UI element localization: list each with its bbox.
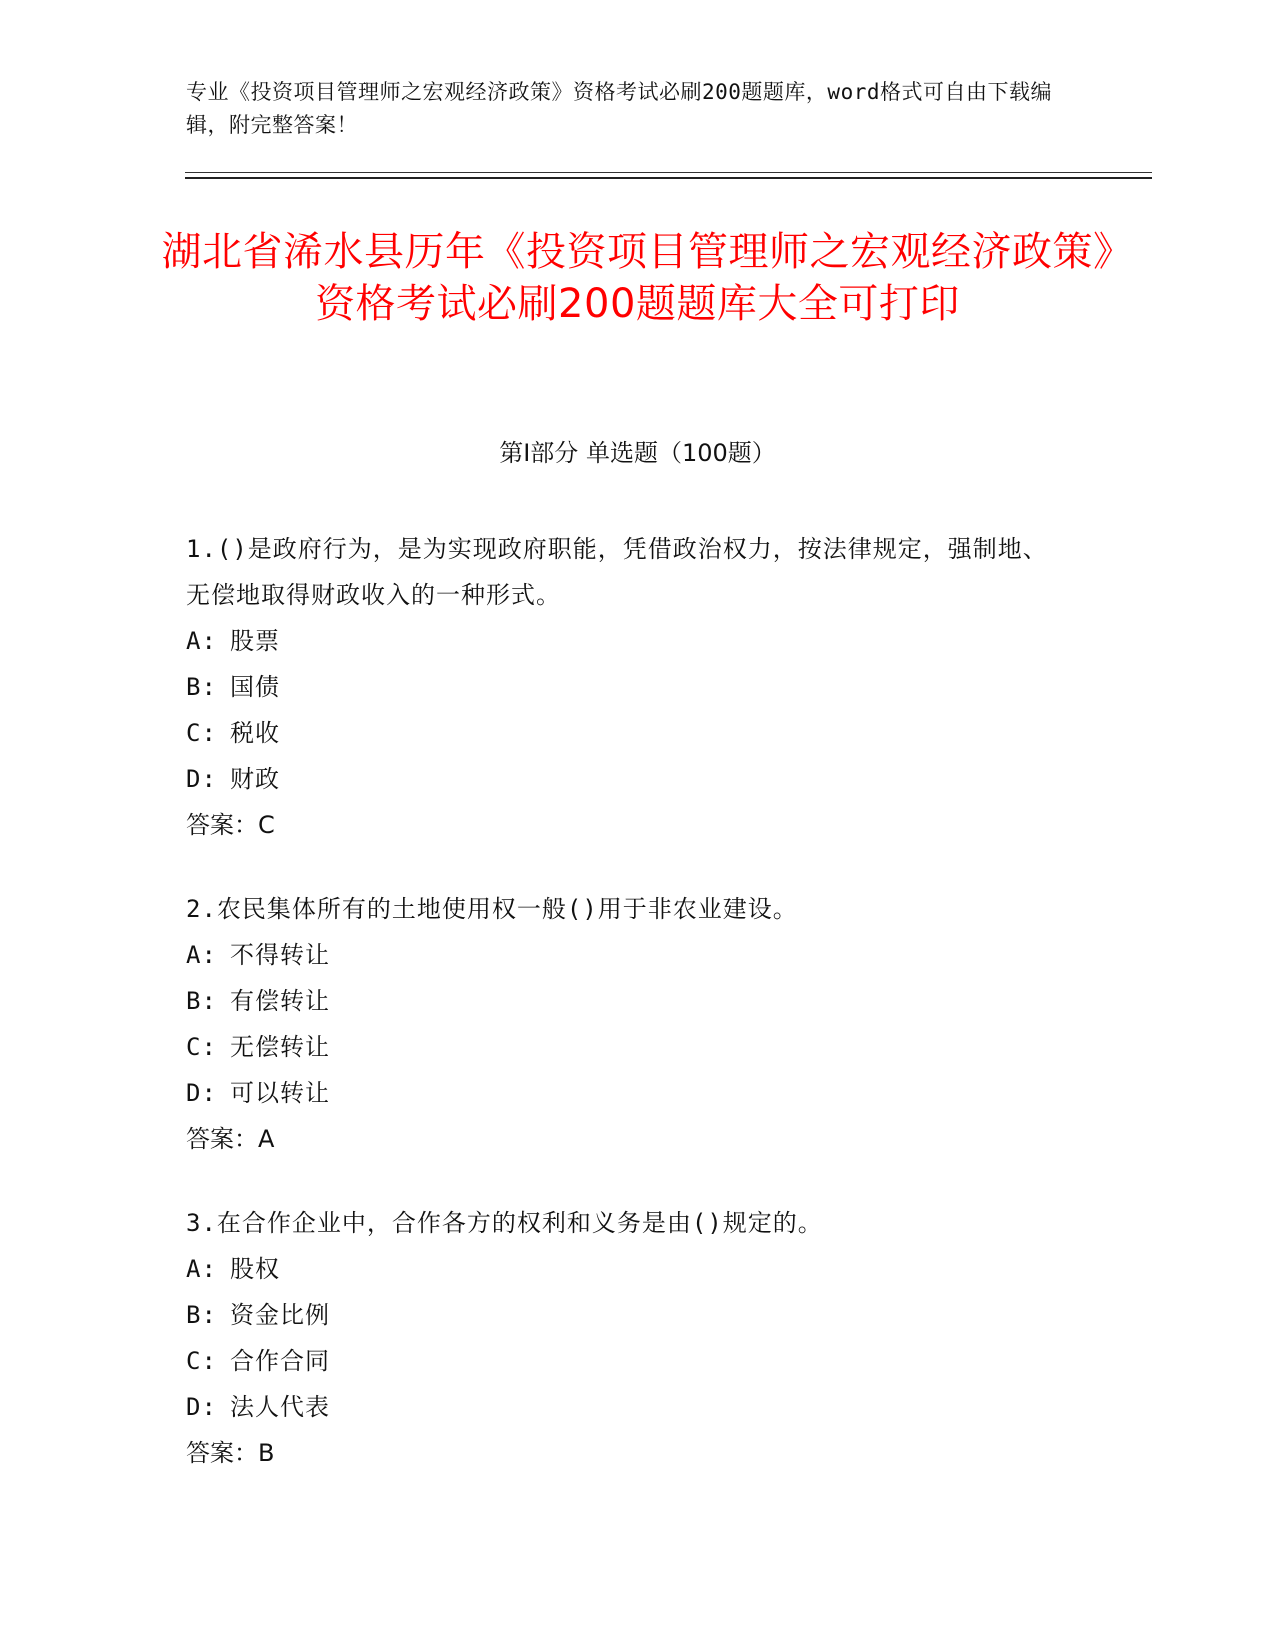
option-text: 不得转让: [230, 941, 330, 969]
option-letter: C:: [186, 1033, 217, 1061]
question-option-d: [186, 1070, 1066, 1116]
option-text: 财政: [230, 765, 280, 793]
question-option-b: [186, 978, 1066, 1024]
header-rule-thick: [185, 177, 1152, 179]
option-text: 股权: [230, 1255, 280, 1283]
header-note: 专业《投资项目管理师之宏观经济政策》资格考试必刷200题题库，word格式可自由下载编辑，附完整答案！: [186, 80, 1052, 137]
option-letter: A:: [186, 1255, 217, 1283]
question-answer: 答案：A: [186, 1125, 275, 1153]
option-text: 有偿转让: [230, 987, 330, 1015]
header-rule-thin: [185, 172, 1152, 173]
question-item: [186, 886, 1066, 1162]
option-letter: D:: [186, 1079, 217, 1107]
option-text: 税收: [230, 719, 280, 747]
document-title: 湖北省浠水县历年《投资项目管理师之宏观经济政策》资格考试必刷200题题库大全可打印: [161, 229, 1114, 327]
question-option-a: [186, 618, 1066, 664]
option-letter: A:: [186, 941, 217, 969]
option-letter: D:: [186, 1393, 217, 1421]
option-text: 无偿转让: [230, 1033, 330, 1061]
question-option-b: [186, 664, 1066, 710]
question-stem: 2.农民集体所有的土地使用权一般()用于非农业建设。: [186, 895, 798, 923]
option-text: 资金比例: [230, 1301, 330, 1329]
option-letter: C:: [186, 719, 217, 747]
question-option-a: [186, 932, 1066, 978]
option-letter: A:: [186, 627, 217, 655]
option-letter: B:: [186, 987, 217, 1015]
option-letter: D:: [186, 765, 217, 793]
question-option-b: [186, 1292, 1066, 1338]
question-option-c: [186, 1024, 1066, 1070]
option-text: 合作合同: [230, 1347, 330, 1375]
option-text: 股票: [230, 627, 280, 655]
question-option-c: [186, 1338, 1066, 1384]
option-text: 可以转让: [230, 1079, 330, 1107]
option-letter: B:: [186, 1301, 217, 1329]
option-text: 法人代表: [230, 1393, 330, 1421]
option-letter: C:: [186, 1347, 217, 1375]
option-text: 国债: [230, 673, 280, 701]
question-stem: 1.()是政府行为，是为实现政府职能，凭借政治权力，按法律规定，强制地、无偿地取得财政收入的一种形式。: [186, 535, 1048, 609]
question-option-d: [186, 1384, 1066, 1430]
question-option-c: [186, 710, 1066, 756]
option-letter: B:: [186, 673, 217, 701]
question-item: [186, 1200, 1066, 1476]
question-list: [186, 526, 1066, 1514]
question-stem: 3.在合作企业中，合作各方的权利和义务是由()规定的。: [186, 1209, 823, 1237]
question-option-a: [186, 1246, 1066, 1292]
question-answer: 答案：B: [186, 1439, 275, 1467]
question-option-d: [186, 756, 1066, 802]
section-heading: 第Ⅰ部分 单选题（100题）: [499, 439, 776, 467]
question-item: [186, 526, 1066, 848]
question-answer: 答案：C: [186, 811, 275, 839]
